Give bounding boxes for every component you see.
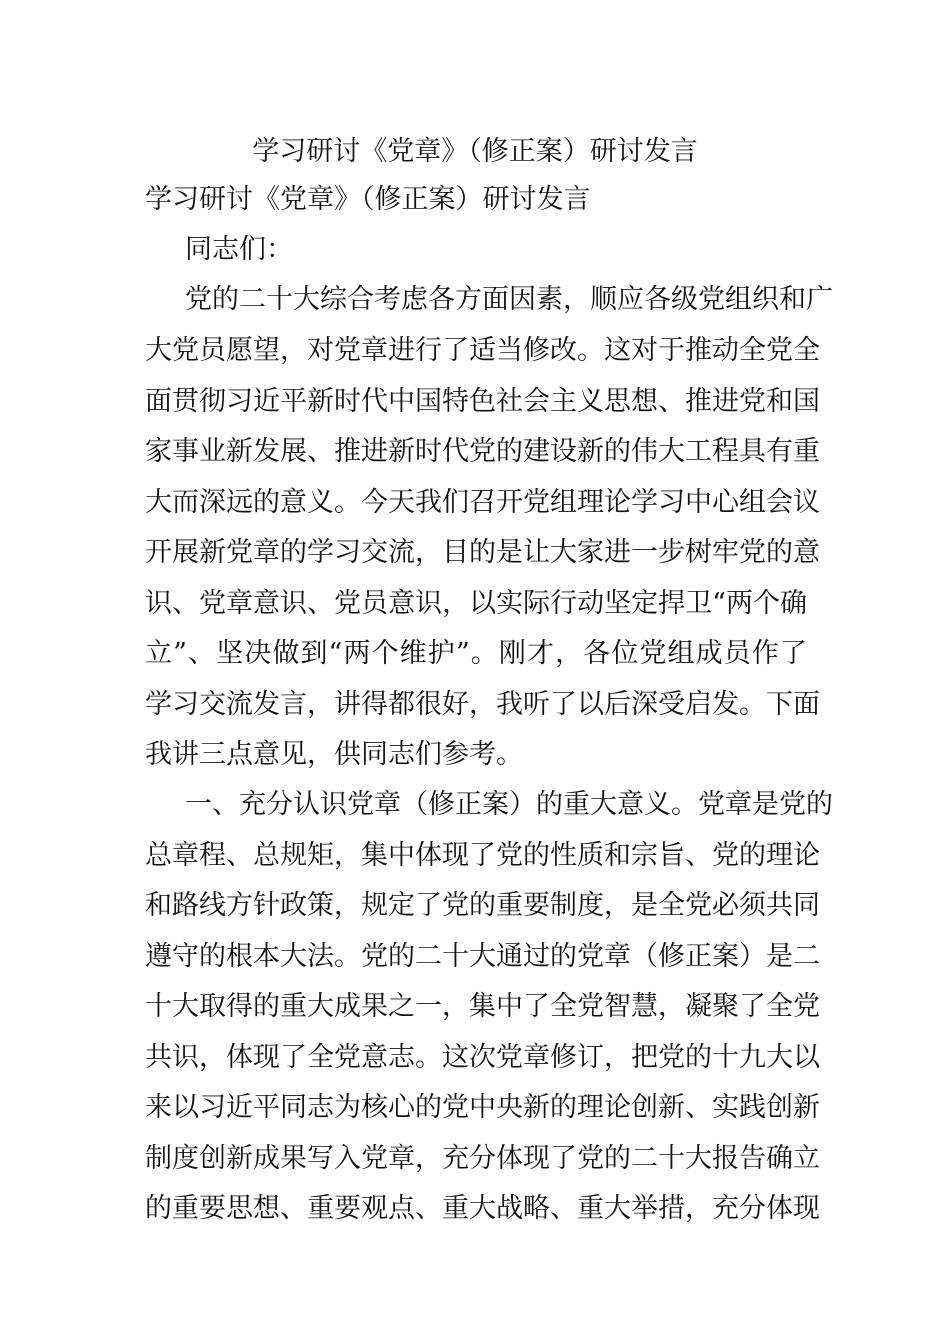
document-title: 学习研讨《党章》（修正案）研讨发言 [252,136,698,167]
paragraph-line: 遵守的根本大法。党的二十大通过的党章（修正案）是二 [145,941,820,972]
paragraph-line: 面贯彻习近平新时代中国特色社会主义思想、推进党和国 [145,386,820,417]
paragraph-line: 党的二十大综合考虑各方面因素，顺应各级党组织和广 [185,284,833,315]
paragraph-line: 识、党章意识、党员意识，以实际行动坚定捍卫“两个确 [145,588,807,619]
paragraph-line: 的重要思想、重要观点、重大战略、重大举措，充分体现 [145,1193,820,1224]
paragraph-line: 开展新党章的学习交流，目的是让大家进一步树牢党的意 [145,537,820,568]
paragraph-line: 一、充分认识党章（修正案）的重大意义。党章是党的 [185,789,833,820]
paragraph-line: 十大取得的重大成果之一，集中了全党智慧，凝聚了全党 [145,991,820,1022]
salutation: 同志们： [185,234,293,265]
document-subtitle: 学习研讨《党章》（修正案）研讨发言 [145,184,591,215]
paragraph-line: 学习交流发言，讲得都很好，我听了以后深受启发。下面 [145,689,820,720]
paragraph-line: 我讲三点意见，供同志们参考。 [145,739,523,770]
paragraph-line: 总章程、总规矩，集中体现了党的性质和宗旨、党的理论 [145,840,820,871]
paragraph-line: 立”、坚决做到“两个维护”。刚才，各位党组成员作了 [145,638,807,669]
paragraph-line: 制度创新成果写入党章，充分体现了党的二十大报告确立 [145,1143,820,1174]
paragraph-line: 共识，体现了全党意志。这次党章修订，把党的十九大以 [145,1042,820,1073]
paragraph-line: 大而深远的意义。今天我们召开党组理论学习中心组会议 [145,487,820,518]
paragraph-line: 和路线方针政策，规定了党的重要制度，是全党必须共同 [145,890,820,921]
paragraph-line: 大党员愿望，对党章进行了适当修改。这对于推动全党全 [145,335,820,366]
paragraph-line: 来以习近平同志为核心的党中央新的理论创新、实践创新 [145,1092,820,1123]
paragraph-line: 家事业新发展、推进新时代党的建设新的伟大工程具有重 [145,436,820,467]
